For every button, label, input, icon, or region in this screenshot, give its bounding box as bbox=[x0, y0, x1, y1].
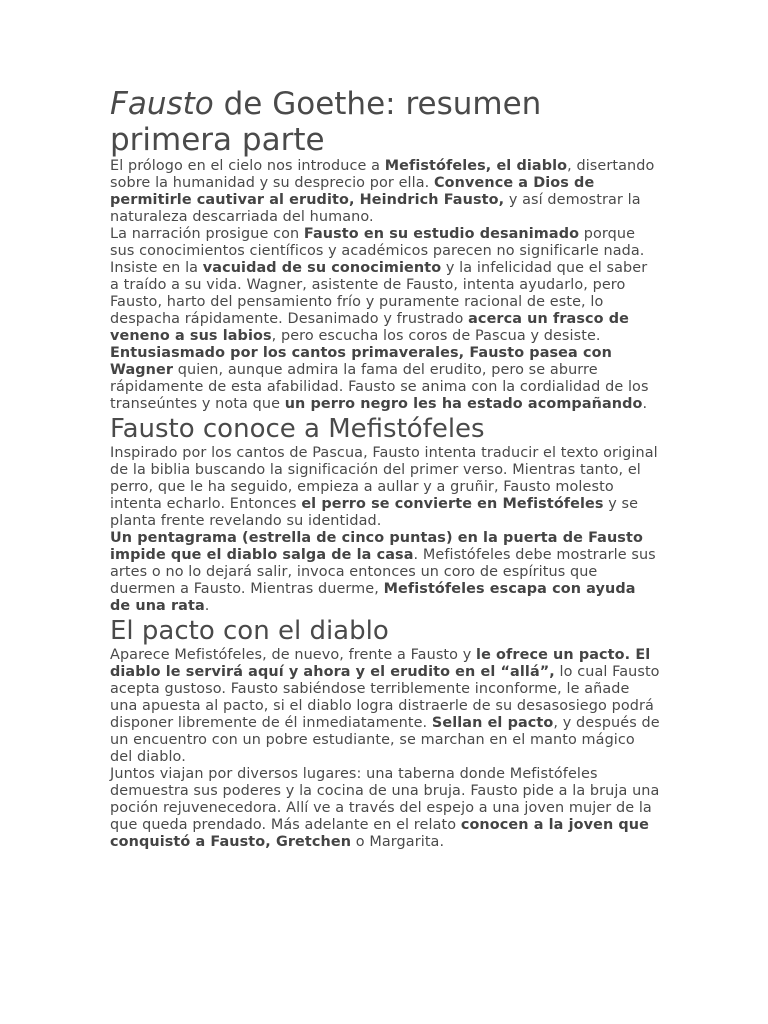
bold-run: acerca un frasco de veneno a sus labios bbox=[110, 311, 629, 344]
paragraph bbox=[110, 345, 660, 413]
text-run: La narración prosigue con bbox=[110, 226, 304, 242]
paragraph bbox=[110, 530, 660, 615]
bold-run: le ofrece un pacto. El diablo le servirá aquí y ahora y el erudito en el “allá”, bbox=[110, 647, 651, 680]
bold-run: vacuidad de su conocimiento bbox=[202, 260, 442, 276]
section-heading: Fausto conoce a Mefistófeles bbox=[110, 414, 485, 444]
text-run: lo cual Fausto acepta gustoso. Fausto sabiéndose terriblemente inconforme, le añade una apuesta al pacto, si el diablo logra distraerle de su desasosiego podrá disponer libremente de él inmediatamente. bbox=[110, 664, 660, 731]
text-run: El prólogo en el cielo nos introduce a bbox=[110, 158, 385, 174]
paragraph bbox=[110, 226, 660, 345]
paragraph bbox=[110, 766, 660, 851]
bold-run: Fausto en su estudio desanimado bbox=[303, 226, 580, 242]
section-heading: El pacto con el diablo bbox=[110, 616, 389, 646]
text-run: y así demostrar la naturaleza descarriada del humano. bbox=[110, 192, 641, 225]
bold-run: un perro negro les ha estado acompañando bbox=[284, 396, 643, 412]
bold-run: Convence a Dios de permitirle cautivar al erudito, Heindrich Fausto, bbox=[110, 175, 595, 208]
text-run: . bbox=[642, 396, 648, 412]
bold-run: Mefistófeles, el diablo bbox=[384, 158, 568, 174]
title-rest: de Goethe: resumen primera parte bbox=[110, 86, 542, 158]
paragraph bbox=[110, 158, 660, 226]
document-page bbox=[110, 86, 660, 851]
text-run: , y después de un encuentro con un pobre estudiante, se marchan en el manto mágico del diablo. bbox=[110, 715, 660, 765]
text-run: o Margarita. bbox=[351, 834, 445, 850]
bold-run: Sellan el pacto bbox=[431, 715, 554, 731]
text-run: , pero escucha los coros de Pascua y desiste. bbox=[271, 328, 601, 344]
paragraph bbox=[110, 647, 660, 766]
text-run: . Mefistófeles debe mostrarle sus artes o no lo dejará salir, invoca entonces un coro de espíritus que duermen a Fausto. Mientras duerme, bbox=[110, 547, 656, 597]
document-body bbox=[110, 158, 660, 851]
text-run: Juntos viajan por diversos lugares: una taberna donde Mefistófeles demuestra sus poderes y la cocina de una bruja. Fausto pide a la bruja una poción rejuvenecedora. Allí ve a través del espejo a una joven mujer de la que queda prendado. Más adelante en el relato bbox=[110, 766, 660, 833]
bold-run: Mefistófeles escapa con ayuda de una rata bbox=[110, 581, 636, 614]
text-run: porque sus conocimientos científicos y académicos parecen no significarle nada. Insiste en la bbox=[110, 226, 645, 276]
paragraph bbox=[110, 445, 660, 530]
bold-run: conocen a la joven que conquistó a Fausto, Gretchen bbox=[110, 817, 650, 850]
text-run: . bbox=[204, 598, 210, 614]
bold-run: Entusiasmado por los cantos primaverales, Fausto pasea con Wagner bbox=[110, 345, 612, 378]
text-run: y se planta frente revelando su identidad. bbox=[110, 496, 639, 529]
text-run: Inspirado por los cantos de Pascua, Fausto intenta traducir el texto original de la biblia buscando la significación del primer verso. Mientras tanto, el perro, que le ha seguido, empieza a aullar y a gruñir, Fausto molesto intenta echarlo. Entonces bbox=[110, 445, 658, 512]
text-run: Aparece Mefistófeles, de nuevo, frente a Fausto y bbox=[110, 647, 477, 663]
page-title bbox=[110, 86, 660, 158]
text-run: quien, aunque admira la fama del erudito, pero se aburre rápidamente de esta afabilidad. Fausto se anima con la cordialidad de los transeúntes y nota que bbox=[110, 362, 649, 412]
text-run: y la infelicidad que el saber a traído a su vida. Wagner, asistente de Fausto, intenta ayudarlo, pero Fausto, harto del pensamiento frío y puramente racional de este, lo despacha rápidamente. Desanimado y frustrado bbox=[110, 260, 648, 327]
title-italic: Fausto bbox=[110, 86, 214, 122]
bold-run: Un pentagrama (estrella de cinco puntas) en la puerta de Fausto impide que el diablo salga de la casa bbox=[110, 530, 643, 563]
bold-run: el perro se convierte en Mefistófeles bbox=[301, 496, 604, 512]
text-run: , disertando sobre la humanidad y su desprecio por ella. bbox=[110, 158, 655, 191]
